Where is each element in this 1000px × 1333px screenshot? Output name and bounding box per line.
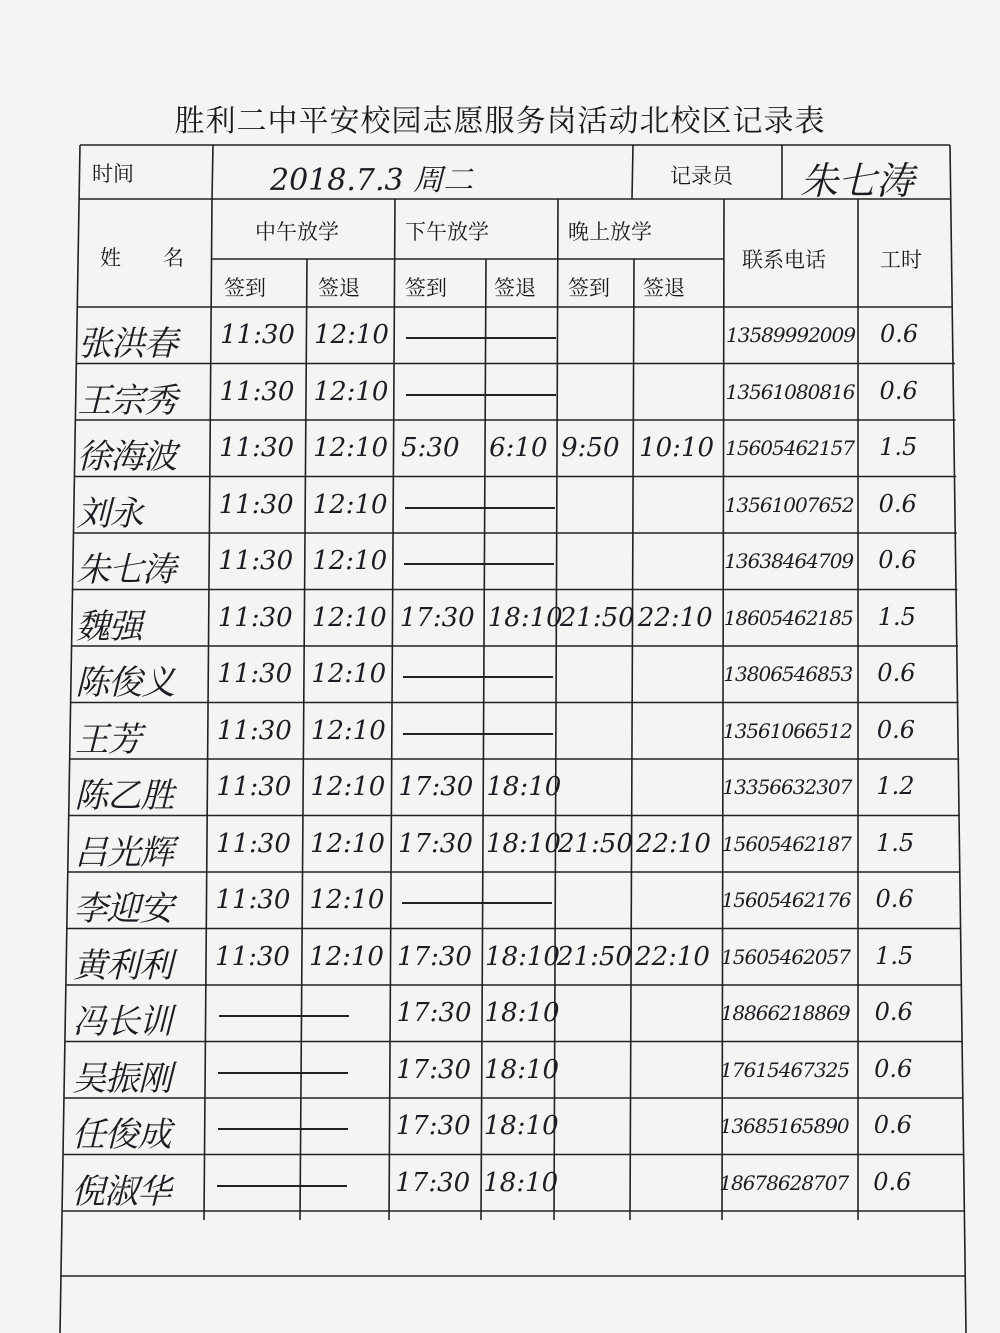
noon-header: 中午放学: [255, 220, 339, 244]
cell-phone: 13806546853: [723, 662, 853, 687]
cell-pm-in: 17:30: [397, 941, 472, 972]
cell-noon-in: 11:30: [215, 885, 291, 916]
cell-name: 朱七涛: [76, 550, 176, 591]
cell-pm-in: 17:30: [398, 772, 474, 803]
cell-hours: 1.2: [876, 772, 915, 801]
cell-hours: 0.6: [878, 489, 917, 518]
cell-ev-out: 22:10: [635, 828, 711, 859]
cell-hours: 0.6: [877, 659, 916, 688]
cell-noon-in: 11:30: [218, 546, 294, 577]
cell-noon-out: 12:10: [313, 376, 389, 407]
cell-phone: 13561007652: [724, 492, 854, 517]
blank-dash: [403, 676, 553, 678]
blank-dash: [404, 563, 554, 565]
cell-pm-out: 18:10: [484, 1054, 560, 1085]
cell-ev-in: 21:50: [557, 941, 632, 972]
cell-pm-out: 6:10: [489, 433, 548, 464]
blank-dash: [217, 1185, 347, 1187]
cell-hours: 1.5: [875, 828, 915, 857]
cell-noon-out: 12:10: [313, 433, 389, 464]
cell-pm-out: 18:10: [486, 772, 562, 803]
noon-signout-header: 签退: [318, 276, 360, 300]
cell-noon-in: 11:30: [219, 433, 295, 464]
cell-phone: 13589992009: [726, 323, 855, 348]
cell-noon-in: 11:30: [219, 376, 295, 407]
cell-phone: 13638464709: [724, 549, 854, 574]
blank-dash: [406, 394, 556, 396]
cell-noon-out: 12:10: [311, 659, 387, 690]
cell-hours: 0.6: [876, 715, 916, 744]
cell-noon-in: 11:30: [217, 602, 293, 633]
hours-header: 工时: [880, 248, 922, 272]
cell-pm-out: 18:10: [485, 941, 560, 972]
cell-phone: 15605462157: [725, 436, 855, 461]
cell-noon-out: 12:10: [312, 489, 388, 520]
cell-hours: 0.6: [878, 546, 917, 575]
cell-name: 徐海波: [77, 437, 177, 478]
cell-name: 张洪春: [78, 324, 177, 365]
cell-name: 魏强: [75, 606, 142, 647]
cell-noon-out: 12:10: [314, 320, 389, 351]
cell-name: 陈乙胜: [74, 776, 174, 817]
cell-ev-in: 21:50: [557, 828, 633, 859]
cell-phone: 18866218869: [720, 1001, 850, 1026]
cell-name: 王芳: [74, 719, 141, 760]
cell-phone: 13685165890: [719, 1114, 849, 1139]
cell-phone: 18678628707: [719, 1170, 849, 1195]
cell-noon-in: 11:30: [216, 715, 292, 746]
cell-name: 冯长训: [72, 1002, 172, 1043]
ev-signin-header: 签到: [568, 276, 610, 300]
recorder-label: 记录员: [670, 164, 733, 188]
afternoon-header: 下午放学: [405, 220, 489, 244]
blank-dash: [218, 1072, 348, 1074]
cell-hours: 0.6: [874, 1054, 913, 1083]
cell-phone: 13561066512: [722, 718, 852, 743]
recorder-signature: 朱七涛: [800, 159, 915, 203]
cell-phone: 18605462185: [723, 605, 853, 630]
pm-signin-header: 签到: [405, 276, 447, 300]
pm-signout-header: 签退: [494, 276, 536, 300]
blank-dash: [402, 902, 552, 904]
cell-name: 黄利利: [73, 945, 173, 986]
phone-header: 联系电话: [742, 248, 826, 272]
cell-name: 倪淑华: [71, 1171, 171, 1212]
blank-dash: [218, 1128, 348, 1130]
cell-name: 吕光辉: [73, 832, 173, 873]
cell-pm-out: 18:10: [487, 602, 563, 633]
ev-signout-header: 签退: [643, 276, 685, 300]
cell-pm-out: 18:10: [485, 828, 561, 859]
cell-pm-in: 17:30: [396, 1054, 472, 1085]
cell-name: 任俊成: [71, 1115, 171, 1156]
cell-name: 吴振刚: [72, 1058, 172, 1099]
blank-dash: [219, 1015, 349, 1017]
cell-hours: 0.6: [873, 1167, 912, 1196]
cell-phone: 13356632307: [722, 775, 852, 800]
cell-noon-in: 11:30: [215, 828, 291, 859]
cell-name: 陈俊义: [75, 663, 175, 704]
cell-ev-in: 9:50: [561, 433, 620, 464]
cell-hours: 1.5: [879, 433, 918, 462]
cell-noon-out: 12:10: [309, 941, 384, 972]
cell-hours: 0.6: [874, 998, 913, 1027]
cell-name: 王宗秀: [77, 380, 177, 421]
cell-pm-in: 17:30: [395, 1167, 471, 1198]
blank-dash: [405, 507, 555, 509]
cell-phone: 13561080816: [725, 379, 855, 404]
cell-name: 李迎安: [73, 889, 173, 930]
cell-noon-in: 11:30: [220, 320, 295, 351]
cell-noon-in: 11:30: [217, 659, 293, 690]
evening-header: 晚上放学: [568, 220, 652, 244]
cell-ev-in: 21:50: [559, 602, 635, 633]
name-header: 姓 名: [100, 246, 184, 270]
time-label: 时间: [92, 162, 134, 186]
noon-signin-header: 签到: [224, 276, 266, 300]
cell-phone: 15605462176: [721, 888, 851, 913]
cell-pm-in: 17:30: [397, 828, 473, 859]
cell-noon-out: 12:10: [311, 602, 387, 633]
cell-hours: 1.5: [875, 941, 914, 970]
cell-hours: 0.6: [879, 376, 918, 405]
cell-hours: 0.6: [880, 320, 919, 349]
cell-noon-out: 12:10: [309, 828, 385, 859]
date-value: 2018.7.3 周二: [270, 163, 474, 198]
cell-noon-out: 12:10: [310, 715, 386, 746]
cell-pm-out: 18:10: [484, 998, 560, 1029]
cell-name: 刘永: [76, 493, 143, 534]
page-title: 胜利二中平安校园志愿服务岗活动北校区记录表: [174, 104, 826, 139]
cell-hours: 0.6: [873, 1111, 912, 1140]
cell-noon-out: 12:10: [310, 772, 386, 803]
cell-noon-out: 12:10: [309, 885, 385, 916]
cell-phone: 15605462057: [721, 944, 851, 969]
cell-pm-out: 18:10: [483, 1111, 559, 1142]
cell-hours: 1.5: [877, 602, 916, 631]
cell-noon-out: 12:10: [312, 546, 388, 577]
cell-ev-out: 22:10: [635, 941, 710, 972]
cell-hours: 0.6: [875, 885, 914, 914]
cell-ev-out: 10:10: [639, 433, 715, 464]
cell-pm-out: 18:10: [483, 1167, 559, 1198]
blank-dash: [406, 337, 556, 339]
cell-pm-in: 5:30: [401, 433, 460, 464]
cell-pm-in: 17:30: [395, 1111, 471, 1142]
cell-ev-out: 22:10: [637, 602, 713, 633]
cell-phone: 17615467325: [720, 1057, 850, 1082]
blank-dash: [403, 733, 553, 735]
cell-phone: 15605462187: [721, 831, 851, 856]
cell-noon-in: 11:30: [215, 941, 290, 972]
cell-noon-in: 11:30: [216, 772, 292, 803]
cell-pm-in: 17:30: [399, 602, 475, 633]
cell-noon-in: 11:30: [218, 489, 294, 520]
cell-pm-in: 17:30: [396, 998, 472, 1029]
